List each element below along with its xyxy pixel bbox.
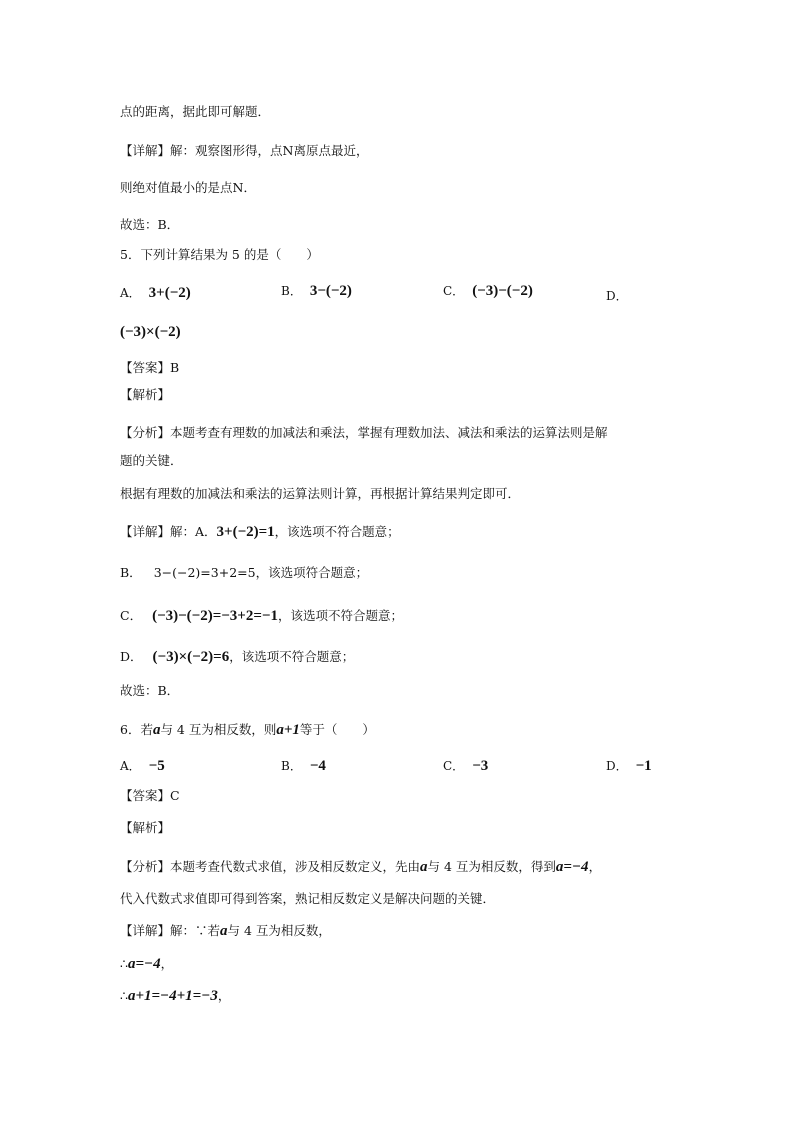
text-span: 与 4 互为相反数，得到	[427, 859, 556, 874]
option-label: D．	[606, 289, 628, 303]
option-d	[606, 287, 628, 304]
text-span: ，	[160, 956, 174, 971]
math-expression: 3+(−2)	[148, 285, 191, 301]
analysis-heading: 【解析】	[120, 387, 171, 402]
text-span: ∴	[120, 956, 128, 971]
option-d	[606, 757, 652, 775]
math-expression: (−3)−(−2)	[472, 283, 533, 299]
math-expression: a=−4	[555, 859, 589, 875]
math-expression: −3	[472, 758, 489, 774]
text-span: ∴	[120, 988, 128, 1003]
text-span: ，该选项不符合题意；	[229, 649, 355, 664]
text-span: ，该选项符合题意；	[255, 565, 369, 580]
text-span: 6．若	[120, 722, 153, 737]
option-a	[120, 284, 191, 302]
solution-b	[120, 563, 368, 583]
math-expression: 3−(−2)=3+2=5	[153, 565, 256, 580]
text-span: B．	[120, 565, 142, 580]
option-label: B．	[281, 759, 302, 773]
text-line	[120, 954, 173, 974]
question-6	[120, 720, 375, 740]
math-expression: (−3)×(−2)=6	[152, 649, 230, 665]
question-5: 5．下列计算结果为 5 的是（ ）	[120, 247, 319, 262]
analysis-heading: 【解析】	[120, 820, 171, 835]
text-span: C．	[120, 608, 143, 623]
solution-a	[120, 522, 400, 542]
option-d-expression	[120, 322, 181, 342]
math-expression: (−3)−(−2)=−3+2=−1	[152, 608, 278, 624]
math-variable: a	[152, 722, 161, 738]
text-line	[120, 921, 331, 941]
math-expression: a+1	[276, 722, 300, 738]
text-line: 题的关键．	[120, 453, 183, 468]
math-expression: a=−4	[127, 956, 161, 972]
text-line: 故选：B．	[120, 683, 180, 698]
math-expression: (−3)×(−2)	[120, 324, 181, 340]
text-line: 故选：B．	[120, 217, 180, 232]
text-line: 根据有理数的加减法和乘法的运算法则计算，再根据计算结果判定即可．	[120, 486, 521, 501]
option-label: A．	[120, 759, 141, 773]
math-expression: −5	[148, 758, 165, 774]
answer-6: 【答案】C	[120, 788, 180, 803]
solution-d	[120, 647, 354, 667]
text-line: 点的距离，据此即可解题．	[120, 104, 271, 119]
option-label: C．	[443, 284, 465, 298]
text-span: ，	[588, 859, 602, 874]
math-expression: a+1=−4+1=−3	[127, 988, 218, 1004]
math-expression: 3+(−2)=1	[216, 524, 275, 540]
option-c	[443, 282, 533, 300]
option-c	[443, 757, 488, 775]
option-label: B．	[281, 284, 302, 298]
option-label: D．	[606, 759, 628, 773]
text-span: 等于（ ）	[299, 722, 375, 737]
text-span: 【详解】解：A．	[120, 524, 217, 539]
text-span: D．	[120, 649, 143, 664]
text-line	[120, 986, 230, 1006]
math-expression: −4	[309, 758, 326, 774]
text-span: ，	[217, 988, 231, 1003]
option-b	[281, 757, 326, 775]
option-label: C．	[443, 759, 465, 773]
text-span: 【详解】解：∵若	[120, 923, 221, 938]
text-span: ，该选项不符合题意；	[274, 524, 400, 539]
text-line: 【详解】解：观察图形得，点N离原点最近，	[120, 143, 369, 158]
text-span: 与 4 互为相反数，	[227, 923, 331, 938]
text-span: 与 4 互为相反数，则	[160, 722, 277, 737]
math-expression: −1	[635, 758, 652, 774]
solution-c	[120, 606, 403, 626]
math-expression: 3−(−2)	[309, 283, 352, 299]
answer-5: 【答案】B	[120, 360, 180, 375]
text-line	[120, 857, 601, 877]
option-a	[120, 757, 165, 775]
text-line: 【分析】本题考查有理数的加减法和乘法，掌握有理数加法、减法和乘法的运算法则是解	[120, 425, 608, 440]
text-line: 则绝对值最小的是点N．	[120, 180, 256, 195]
option-label: A．	[120, 286, 141, 300]
math-variable: a	[420, 859, 428, 875]
text-span: ，该选项不符合题意；	[277, 608, 403, 623]
text-span: 【分析】本题考查代数式求值，涉及相反数定义，先由	[120, 859, 421, 874]
option-b	[281, 282, 352, 300]
text-line: 代入代数式求值即可得到答案，熟记相反数定义是解决问题的关键．	[120, 891, 496, 906]
math-variable: a	[220, 923, 228, 939]
